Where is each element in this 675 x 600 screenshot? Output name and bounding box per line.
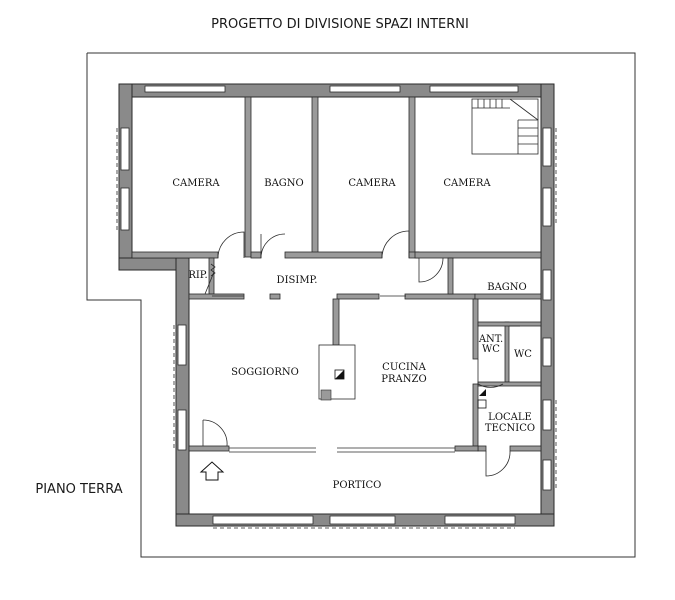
room-label-bagno-2: BAGNO (487, 282, 527, 293)
room-label-portico: PORTICO (332, 480, 382, 491)
room-label-camera-1: CAMERA (172, 178, 220, 189)
room-label-locale-line2: TECNICO (484, 423, 536, 434)
boiler-symbol (479, 389, 486, 396)
room-label-camera-3: CAMERA (443, 178, 491, 189)
room-label-soggiorno: SOGGIORNO (231, 367, 299, 378)
floor-label: PIANO TERRA (35, 482, 123, 497)
doors (203, 231, 520, 476)
room-label-camera-2: CAMERA (348, 178, 396, 189)
staircase (472, 99, 538, 154)
room-label-locale-line1: LOCALE (488, 412, 532, 423)
room-label-bagno-1: BAGNO (264, 178, 304, 189)
room-label-ant-wc-line1: ANT. (478, 334, 504, 345)
entrance-arrow (201, 462, 223, 480)
room-label-wc: WC (514, 349, 532, 360)
boiler-symbol-frame (478, 400, 486, 408)
room-label-ant-wc-line2: WC (482, 344, 500, 355)
room-label-disimpegno: DISIMP. (276, 275, 318, 286)
room-label-cucina-line2: PRANZO (381, 374, 427, 385)
plan-title: PROGETTO DI DIVISIONE SPAZI INTERNI (211, 17, 469, 32)
room-label-ripostiglio: RIP. (188, 270, 208, 281)
room-label-cucina-line1: CUCINA (382, 362, 426, 373)
